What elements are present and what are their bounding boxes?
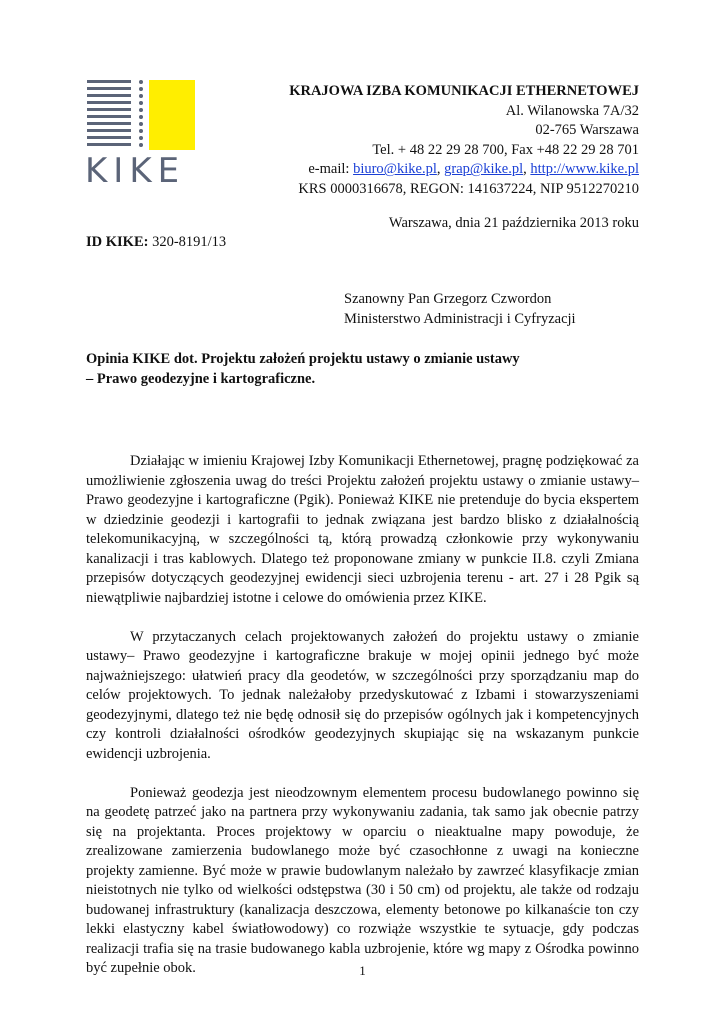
kike-logo bbox=[85, 80, 200, 190]
logo-bar bbox=[87, 129, 131, 132]
org-name: KRAJOWA IZBA KOMUNIKACJI ETHERNETOWEJ bbox=[289, 83, 639, 99]
logo-bar bbox=[87, 87, 131, 90]
email-line bbox=[289, 160, 639, 180]
email-separator: , bbox=[436, 161, 441, 178]
logo-dot bbox=[139, 108, 143, 112]
logo-dot bbox=[139, 122, 143, 126]
logo-dot bbox=[139, 136, 143, 140]
letter-body bbox=[86, 452, 639, 998]
logo-bar bbox=[87, 108, 131, 111]
email-link-grap[interactable]: grap@kike.pl bbox=[444, 161, 524, 178]
addressee-ministry: Ministerstwo Administracji i Cyfryzacji bbox=[344, 310, 576, 327]
body-paragraph: Ponieważ geodezja jest nieodzownym elementem procesu budowlanego powinno się na geodetę patrzeć jako na partnera przy wykonywaniu zadania, tak samo jak obecnie patrzy się na projektanta. Proces projektowy w oparciu o nieaktualne mapy powoduje, że zrealizowane zamierzenia budowlanego może być czasochłonne z uwagi na konieczne projekty zamienne. Być może w prawie budowlanym należało by zawrzeć klasyfikacje zmian nieistotnych nie tylko od wielkości odstępstwa (30 i 50 cm) od projektu, ale także od rodzaju budowanej infrastruktury (kanalizacja deszczowa, elementy betonowe po kilkanaście ton czy lekki elastyczny kabel światłowodowy) co rozwiąże wszystkie te sytuacje, gdy podczas realizacji trafia się na trasie budowanego kabla uzbrojenie, które wg mapy z Ośrodka powinno być zupełnie obok. bbox=[86, 784, 639, 976]
document-id bbox=[86, 234, 226, 251]
logo-dot bbox=[139, 80, 143, 84]
email-separator: , bbox=[523, 161, 527, 178]
logo-dot bbox=[139, 129, 143, 133]
date-line: Warszawa, dnia 21 października 2013 roku bbox=[388, 215, 639, 231]
body-paragraph: W przytaczanych celach projektowanych założeń do projektu ustawy o zmianie ustawy– Prawo geodezyjne i kartograficzne brakuje w mojej opinii jednego być może najważniejszego: ułatwień pracy dla geodetów, w szczególności przy sporządzaniu map do celów projektowych. To jednak należałoby przedyskutować z Izbami i stowarzyszeniami geodezyjnymi, dlatego też nie będę odnosił się do przepisów ogólnych jak i kompetencyjnych czy kontroli działalności ośrodków geodezyjnych skupiając się na wskazanym punkcie ewidencji uzbrojenia. bbox=[86, 628, 639, 762]
email-label: e-mail: bbox=[308, 161, 350, 178]
logo-dot bbox=[139, 94, 143, 98]
logo-bar bbox=[87, 122, 131, 125]
phone-line: Tel. + 48 22 29 28 700, Fax +48 22 29 28 701 bbox=[372, 141, 639, 158]
body-paragraph: Działając w imieniu Krajowej Izby Komunikacji Ethernetowej, pragnę podziękować za umożliwienie zgłoszenia uwag do treści Projektu założeń projektu ustawy o zmianie ustawy– Prawo geodezyjne i kartograficzne (Pgik). Ponieważ KIKE nie pretenduje do bycia ekspertem w dziedzinie geodezji i kartografii to jednak związana jest bardzo blisko z działalnością telekomunikacyjną, w szczególności tą, którą prowadzą członkowie przy wykonywaniu kanalizacji i tras kablowych. Dlatego też proponowane zmiany w punkcie II.8. czyli Zmiana przepisów dotyczących geodezyjnej ewidencji sieci uzbrojenia terenu - art. 27 i 28 Pgik są niewątpliwie najbardziej istotne i celowe do omówienia przez KIKE. bbox=[86, 453, 639, 606]
registry-line: KRS 0000316678, REGON: 141637224, NIP 9512270210 bbox=[298, 180, 639, 197]
sender-header bbox=[289, 82, 639, 200]
logo-bar bbox=[87, 143, 131, 146]
logo-wordmark: KIKE bbox=[85, 151, 186, 191]
logo-dot bbox=[139, 115, 143, 119]
logo-dot bbox=[139, 143, 143, 147]
logo-dots-mark bbox=[139, 80, 147, 150]
addressee-name: Szanowny Pan Grzegorz Czwordon bbox=[344, 291, 552, 307]
logo-dot bbox=[139, 87, 143, 91]
subject-line-2: – Prawo geodezyjne i kartograficzne. bbox=[86, 370, 316, 387]
logo-bar bbox=[87, 80, 131, 83]
letter-subject bbox=[86, 350, 520, 389]
page-number: 1 bbox=[359, 963, 366, 978]
logo-yellow-block bbox=[149, 80, 195, 150]
logo-dot bbox=[139, 101, 143, 105]
subject-line-1: Opinia KIKE dot. Projektu założeń projektu ustawy o zmianie ustawy bbox=[86, 351, 520, 367]
address-street: Al. Wilanowska 7A/32 bbox=[505, 102, 639, 119]
logo-bar bbox=[87, 101, 131, 104]
address-city: 02-765 Warszawa bbox=[535, 122, 639, 139]
website-link[interactable]: http://www.kike.pl bbox=[530, 161, 639, 178]
logo-bar bbox=[87, 94, 131, 97]
logo-bar bbox=[87, 115, 131, 118]
logo-bars-mark bbox=[87, 80, 131, 150]
addressee-block bbox=[344, 290, 576, 329]
email-link-biuro[interactable]: biuro@kike.pl bbox=[353, 161, 437, 178]
logo-bar bbox=[87, 136, 131, 139]
document-id-value: 320-8191/13 bbox=[152, 234, 227, 250]
document-id-label: ID KIKE: bbox=[86, 234, 149, 250]
